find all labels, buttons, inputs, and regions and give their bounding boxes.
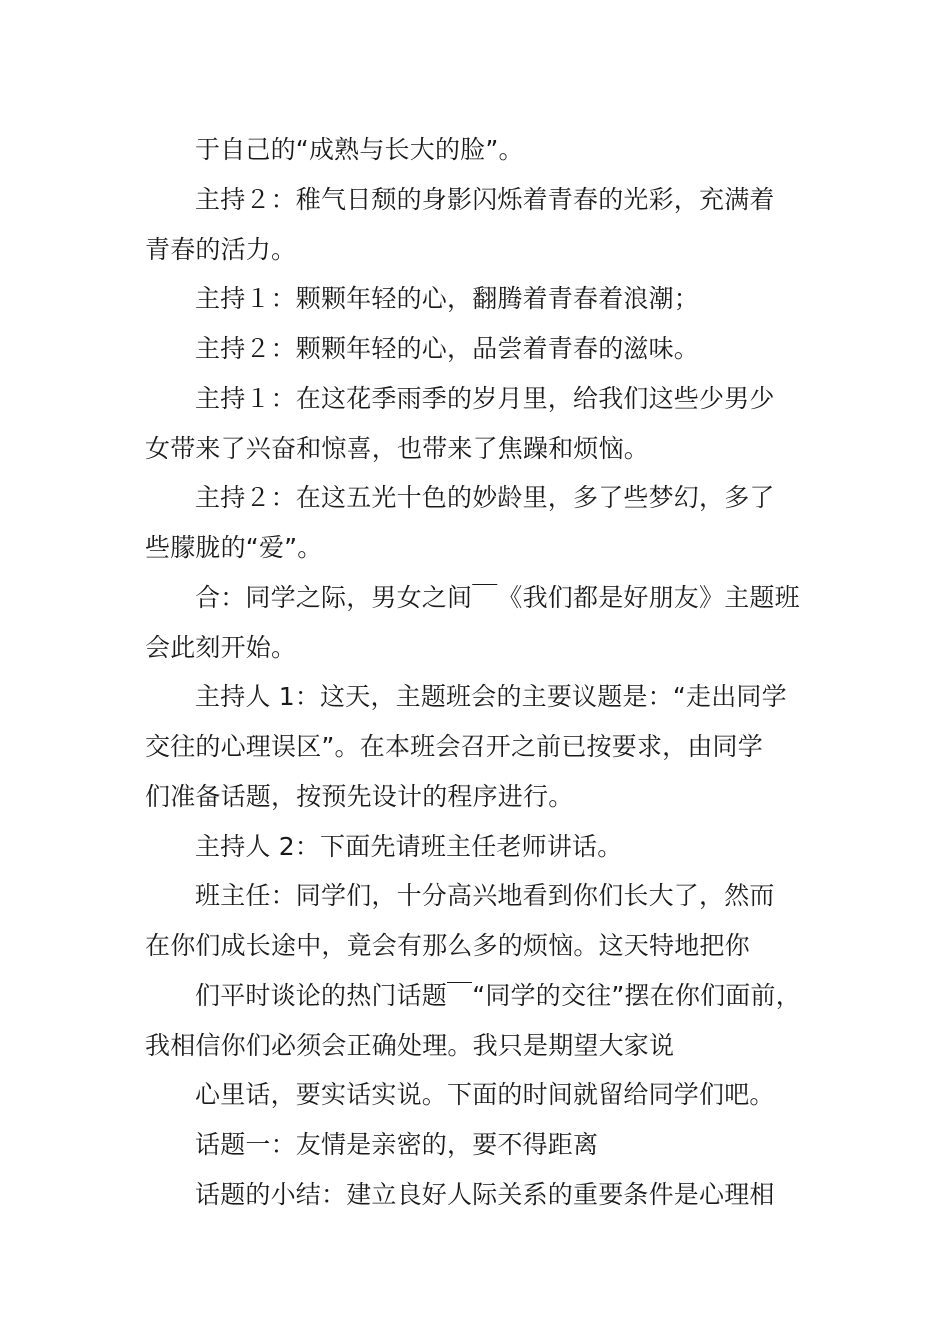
text-line: 合：同学之际，男女之间￣《我们都是好朋友》主题班 xyxy=(195,583,800,612)
text-line: 主持人 2：下面先请班主任老师讲话。 xyxy=(195,832,623,861)
text-line: 话题一：友情是亲密的，要不得距离 xyxy=(195,1130,599,1159)
text-line: 主持人 1：这天，主题班会的主要议题是：“走出同学 xyxy=(195,682,787,711)
text-line: 我相信你们必须会正确处理。我只是期望大家说 xyxy=(145,1031,675,1060)
text-line: 在你们成长途中，竟会有那么多的烦恼。这天特地把你 xyxy=(145,931,750,960)
text-line: 主持２：在这五光十色的妙龄里，多了些梦幻，多了 xyxy=(195,483,775,512)
text-line: 主持２：颗颗年轻的心，品尝着青春的滋味。 xyxy=(195,334,700,363)
text-line: 心里话，要实话实说。下面的时间就留给同学们吧。 xyxy=(195,1080,775,1109)
text-line: 主持１：颗颗年轻的心，翻腾着青春着浪潮； xyxy=(195,284,700,313)
text-line: 们平时谈论的热门话题￣“同学的交往”摆在你们面前， xyxy=(195,981,801,1010)
text-line: 主持２：稚气日颓的身影闪烁着青春的光彩，充满着 xyxy=(195,185,775,214)
text-line: 青春的活力。 xyxy=(145,235,297,264)
text-line: 于自己的“成熟与长大的脸”。 xyxy=(195,135,524,164)
text-line: 们准备话题，按预先设计的程序进行。 xyxy=(145,782,574,811)
text-line: 交往的心理误区”。在本班会召开之前已按要求，由同学 xyxy=(145,732,763,761)
text-line: 话题的小结：建立良好人际关系的重要条件是心理相 xyxy=(195,1180,775,1209)
text-line: 些朦胧的“爱”。 xyxy=(145,533,323,562)
text-line: 主持１：在这花季雨季的岁月里，给我们这些少男少 xyxy=(195,384,775,413)
text-line: 班主任：同学们，十分高兴地看到你们长大了，然而 xyxy=(195,881,775,910)
text-line: 会此刻开始。 xyxy=(145,633,297,662)
text-line: 女带来了兴奋和惊喜，也带来了焦躁和烦恼。 xyxy=(145,434,650,463)
